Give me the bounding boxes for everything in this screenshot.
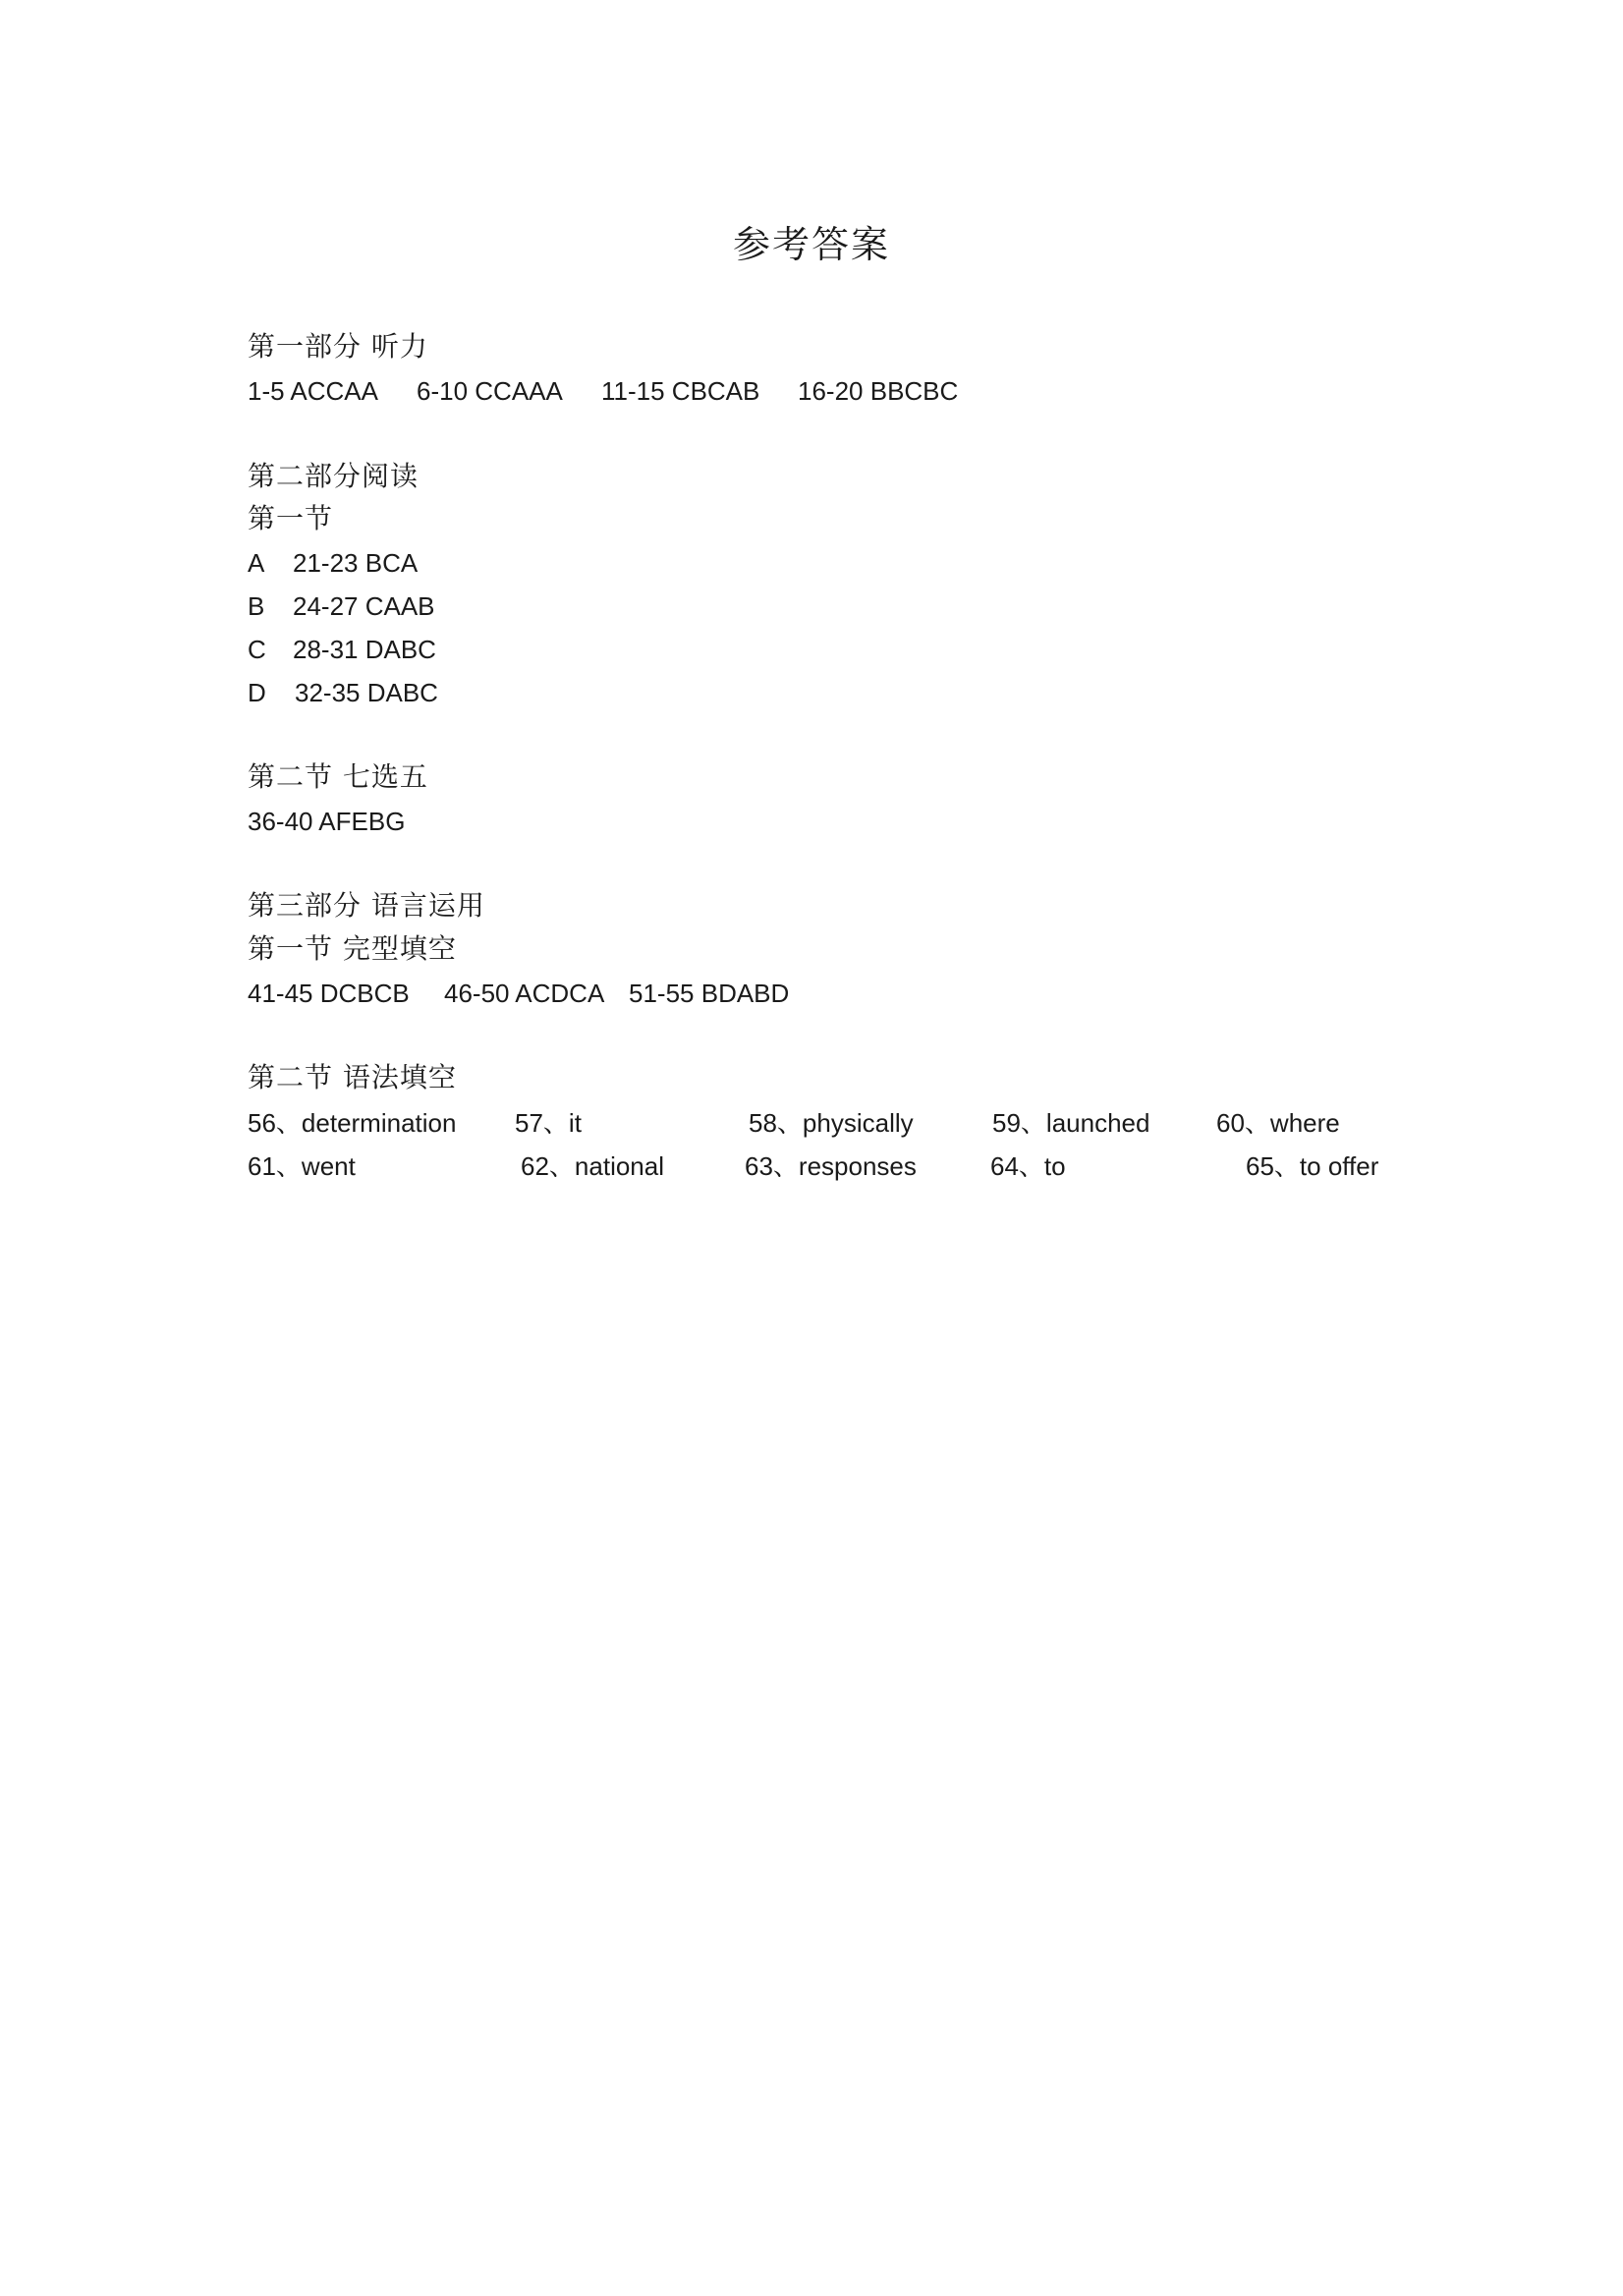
part3-section1-heading: 第一节 完型填空 — [248, 932, 457, 965]
answer-group: 1-5 ACCAA — [248, 376, 378, 406]
passage-answer: 28-31 DABC — [293, 635, 436, 664]
grammar-answer: 61、went — [248, 1151, 356, 1181]
page-title: 参考答案 — [732, 223, 890, 266]
passage-label: A — [248, 548, 265, 578]
passage-label: C — [248, 635, 266, 664]
passage-label: B — [248, 591, 265, 621]
answer-group: 46-50 ACDCA — [444, 979, 605, 1008]
passage-label: D — [248, 678, 266, 707]
grammar-answer: 56、determination — [248, 1108, 457, 1138]
grammar-answer: 64、to — [990, 1151, 1066, 1181]
part1-heading: 第一部分 听力 — [248, 330, 428, 363]
grammar-answer: 63、responses — [745, 1151, 917, 1181]
answer-group: 41-45 DCBCB — [248, 979, 410, 1008]
part2-heading: 第二部分阅读 — [248, 460, 420, 492]
passage-answer: 24-27 CAAB — [293, 591, 435, 621]
grammar-answer: 62、national — [521, 1151, 664, 1181]
grammar-answer: 65、to offer — [1246, 1151, 1379, 1181]
grammar-answer: 60、where — [1216, 1108, 1340, 1138]
answer-group: 6-10 CCAAA — [417, 376, 563, 406]
part3-section2-heading: 第二节 语法填空 — [248, 1061, 457, 1093]
part3-heading: 第三部分 语言运用 — [248, 889, 485, 922]
part2-section2-answer: 36-40 AFEBG — [248, 807, 406, 836]
part2-section2-heading: 第二节 七选五 — [248, 760, 428, 793]
passage-answer: 21-23 BCA — [293, 548, 419, 578]
answer-group: 16-20 BBCBC — [798, 376, 959, 406]
part2-section1-heading: 第一节 — [248, 502, 334, 534]
answer-group: 51-55 BDABD — [629, 979, 790, 1008]
passage-answer: 32-35 DABC — [295, 678, 438, 707]
answer-group: 11-15 CBCAB — [601, 376, 760, 406]
grammar-answer: 59、launched — [992, 1108, 1150, 1138]
grammar-answer: 57、it — [515, 1108, 582, 1138]
grammar-answer: 58、physically — [749, 1108, 914, 1138]
